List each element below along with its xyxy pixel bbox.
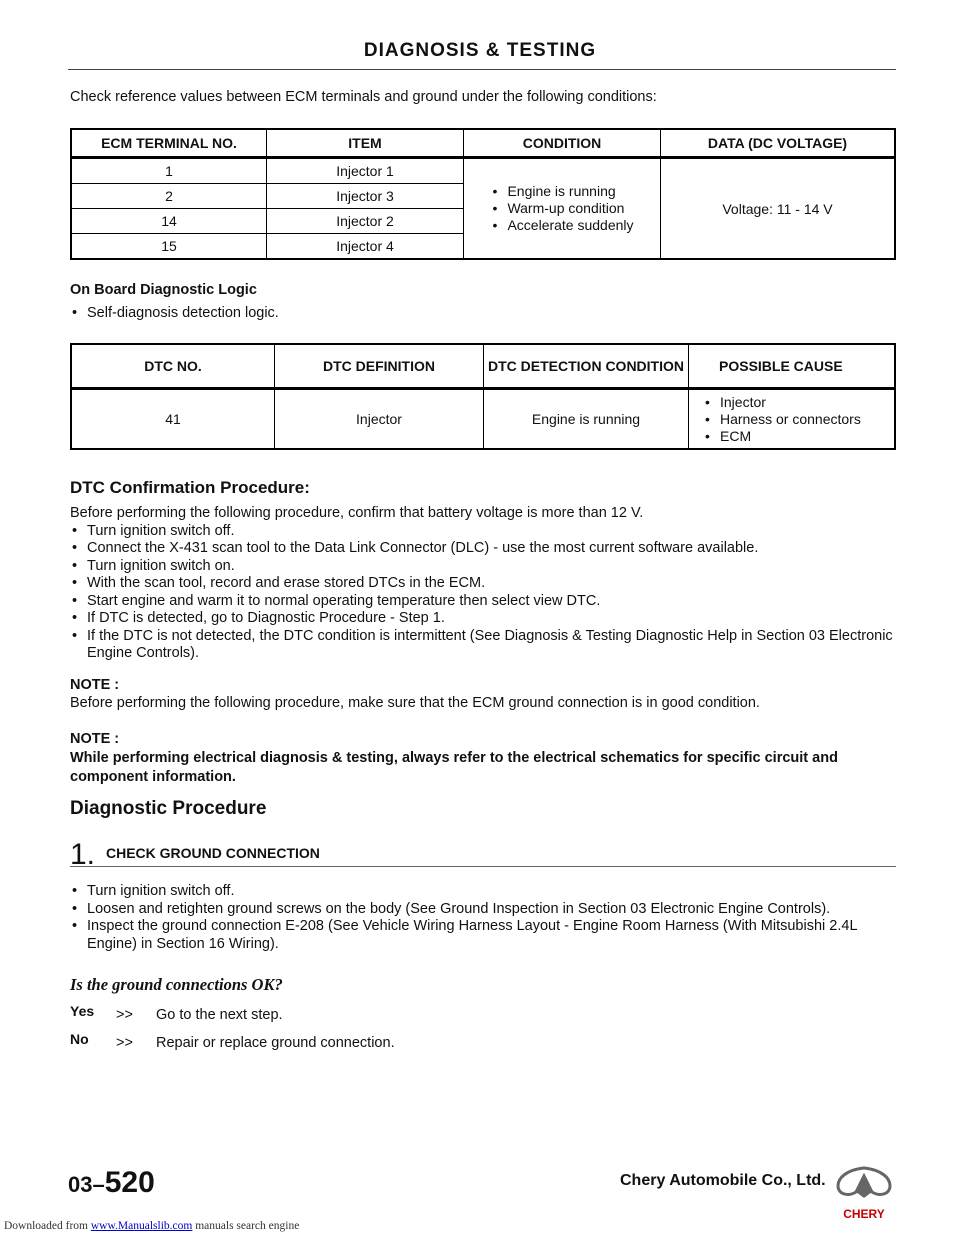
obd-title: On Board Diagnostic Logic — [70, 282, 257, 298]
item-cell: Injector 4 — [267, 234, 464, 260]
item-cell: Injector 3 — [267, 184, 464, 209]
column-header: ITEM — [267, 129, 464, 158]
step-question: Is the ground connections OK? — [70, 975, 283, 994]
intro-text: Check reference values between ECM terminals and ground under the following conditions: — [70, 89, 657, 105]
download-suffix: manuals search engine — [192, 1220, 300, 1232]
ecm-terminal-table — [70, 128, 896, 260]
dtc-table — [70, 343, 896, 450]
answer-yes-text: Go to the next step. — [156, 1007, 283, 1023]
answer-arrow: >> — [116, 1035, 133, 1051]
list-item: • Harness or connectors — [703, 411, 861, 428]
note-2 — [70, 730, 896, 787]
logo-text: CHERY — [843, 1207, 885, 1221]
dtc-condition-cell: Engine is running — [484, 389, 689, 450]
step-instructions — [70, 883, 896, 953]
table-header-row — [71, 129, 895, 158]
list-item: • ECM — [703, 428, 861, 445]
company-name: Chery Automobile Co., Ltd. — [620, 1172, 826, 1189]
table-header-row — [71, 344, 895, 389]
section-number: 03– — [68, 1172, 105, 1197]
list-item: • Self-diagnosis detection logic. — [70, 305, 279, 323]
terminal-cell: 2 — [71, 184, 267, 209]
list-item: • Turn ignition switch off. — [70, 523, 896, 541]
note-text: Before performing the following procedure, make sure that the ECM ground connection is in good condition. — [70, 694, 760, 711]
column-header: DTC DEFINITION — [275, 344, 484, 389]
page-number — [68, 1166, 155, 1200]
answer-arrow: >> — [116, 1007, 133, 1023]
column-header: DTC NO. — [71, 344, 275, 389]
dtc-definition-cell: Injector — [275, 389, 484, 450]
possible-cause-cell — [689, 389, 896, 450]
step-divider — [70, 866, 896, 867]
list-item: • Inspect the ground connection E-208 (See Vehicle Wiring Harness Layout - Engine Room Harness (With Mitsubishi 2.4L Engine) in Section 16 Wiring). — [70, 918, 896, 953]
note-label: NOTE : — [70, 677, 120, 693]
list-item: • Warm-up condition — [490, 200, 633, 217]
list-item: • With the scan tool, record and erase stored DTCs in the ECM. — [70, 575, 896, 593]
list-item: • Injector — [703, 394, 861, 411]
answer-no-label: No — [70, 1031, 89, 1047]
item-cell: Injector 1 — [267, 158, 464, 184]
table-row — [71, 158, 895, 184]
terminal-cell: 1 — [71, 158, 267, 184]
note-label: NOTE : — [70, 731, 120, 747]
item-cell: Injector 2 — [267, 209, 464, 234]
list-item: • Turn ignition switch on. — [70, 558, 896, 576]
obd-list — [70, 305, 279, 323]
list-item: • Turn ignition switch off. — [70, 883, 896, 901]
note-text: While performing electrical diagnosis & testing, always refer to the electrical schematics for specific circuit and component information. — [70, 750, 838, 785]
confirmation-title: DTC Confirmation Procedure: — [70, 478, 310, 497]
confirmation-body — [70, 505, 896, 663]
dtc-number-cell: 41 — [71, 389, 275, 450]
download-prefix: Downloaded from — [4, 1220, 91, 1232]
column-header: CONDITION — [464, 129, 661, 158]
voltage-cell: Voltage: 11 - 14 V — [661, 158, 896, 260]
chery-logo — [832, 1164, 896, 1227]
header-divider — [68, 69, 896, 70]
condition-cell — [464, 158, 661, 260]
step-number: 1. — [70, 838, 96, 871]
download-credit — [4, 1220, 299, 1232]
list-item: • Start engine and warm it to normal operating temperature then select view DTC. — [70, 593, 896, 611]
note-1 — [70, 677, 896, 712]
manualslib-link[interactable]: www.Manualslib.com — [90, 1220, 193, 1232]
list-item: • Engine is running — [490, 183, 633, 200]
list-item: • Accelerate suddenly — [490, 217, 633, 234]
answer-yes-label: Yes — [70, 1003, 95, 1019]
list-item: • Connect the X-431 scan tool to the Data Link Connector (DLC) - use the most current software available. — [70, 540, 896, 558]
page-number-value: 520 — [104, 1166, 155, 1199]
column-header: DATA (DC VOLTAGE) — [661, 129, 896, 158]
table-row — [71, 389, 895, 450]
answer-no-text: Repair or replace ground connection. — [156, 1035, 395, 1051]
terminal-cell: 14 — [71, 209, 267, 234]
column-header: DTC DETECTION CONDITION — [484, 344, 689, 389]
list-item: • If DTC is detected, go to Diagnostic Procedure - Step 1. — [70, 610, 896, 628]
terminal-cell: 15 — [71, 234, 267, 260]
confirmation-lead: Before performing the following procedure, confirm that battery voltage is more than 12 V. — [70, 505, 644, 521]
column-header: POSSIBLE CAUSE — [689, 344, 896, 389]
diagnostic-procedure-title: Diagnostic Procedure — [70, 798, 267, 819]
page-header-title: DIAGNOSIS & TESTING — [363, 40, 597, 61]
step-title: CHECK GROUND CONNECTION — [106, 845, 320, 861]
list-item: • If the DTC is not detected, the DTC condition is intermittent (See Diagnosis & Testing Diagnostic Help in Section 03 Electronic Engine Controls). — [70, 628, 896, 663]
column-header: ECM TERMINAL NO. — [71, 129, 267, 158]
list-item: • Loosen and retighten ground screws on the body (See Ground Inspection in Section 03 Electronic Engine Controls). — [70, 901, 896, 919]
